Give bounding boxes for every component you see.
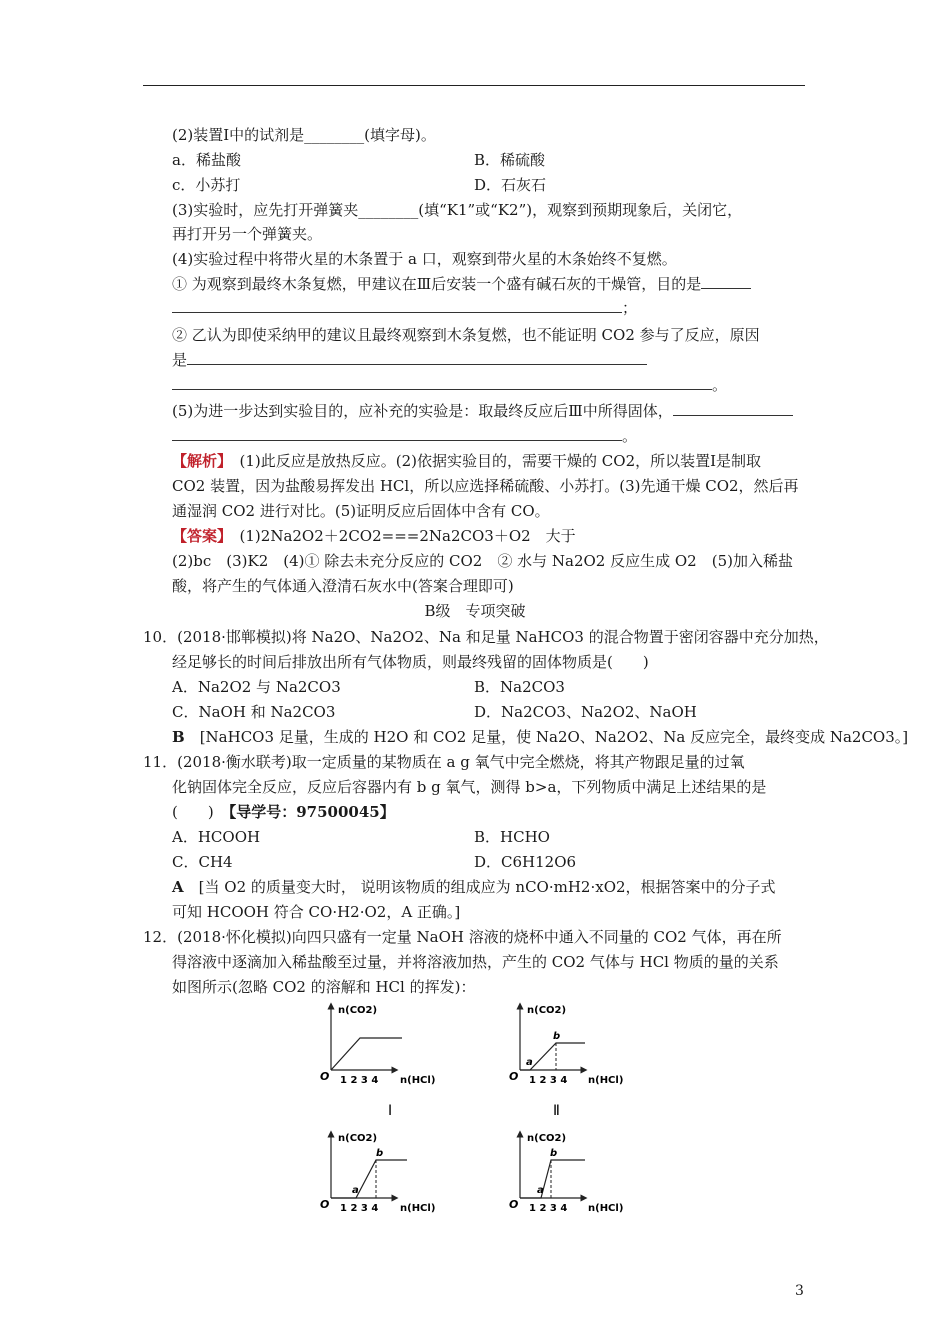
q9-analysis-line2: CO2 装置，因为盐酸易挥发出 HCl，所以应选择稀硫酸、小苏打。(3)先通干燥 CO2，然后再 (172, 477, 799, 495)
graph-1-caption: Ⅰ (388, 1103, 393, 1119)
graph-2-label-b: b (553, 1031, 561, 1042)
q9-analysis-line1 (172, 451, 761, 471)
q9-part4-sub1 (172, 274, 751, 294)
graph-3-ylabel: n(CO2) (338, 1133, 378, 1144)
q12-stem-line3: 如图所示(忽略 CO2 的溶解和 HCl 的挥发)： (172, 978, 476, 996)
graph-4-xlabel: n(HCl) (588, 1203, 624, 1213)
q9-part5 (172, 401, 793, 421)
graph-4-ticks: 1 2 3 4 (529, 1203, 568, 1213)
graph-2 (509, 1005, 623, 1119)
q9-part4-sub2-blank: 。 (172, 375, 727, 395)
graph-3 (320, 1133, 435, 1213)
q11-option-b: B．HCHO (474, 828, 550, 846)
q11-guide-number: 【导学号：97500045】 (228, 803, 395, 821)
q9-option-a: a．稀盐酸 (172, 151, 241, 169)
q9-part4-sub2-text: 是 (172, 351, 188, 369)
q10-stem-line1: 10．(2018·邯郸模拟)将 Na2O、Na2O2、Na 和足量 NaHCO3 的混合物置于密闭容器中充分加热， (143, 628, 829, 646)
graph-1-curve (331, 1038, 402, 1070)
q9-part4-sub1-text: ① 为观察到最终木条复燃，甲建议在Ⅲ后安装一个盛有碱石灰的干燥管，目的是 (172, 275, 702, 293)
q9-option-b: B．稀硫酸 (474, 151, 546, 169)
graph-1-ylabel: n(CO2) (338, 1005, 378, 1016)
q9-part4: (4)实验过程中将带火星的木条置于 a 口，观察到带火星的木条始终不复燃。 (172, 250, 677, 268)
q9-part4-sub2-line1: ② 乙认为即使采纳甲的建议且最终观察到木条复燃，也不能证明 CO2 参与了反应，原因 (172, 326, 760, 344)
q10-option-a: A．Na2O2 与 Na2CO3 (172, 678, 341, 696)
graph-3-origin: O (320, 1198, 330, 1211)
q9-answer-line2: (2)bc (3)K2 (4)① 除去未充分反应的 CO2 ② 水与 Na2O2 反应生成 O2 (5)加入稀盐 (172, 552, 793, 570)
graph-2-label-a: a (526, 1057, 533, 1068)
graph-4-origin: O (509, 1198, 519, 1211)
graph-4-label-b: b (550, 1148, 558, 1159)
graph-3-label-a: a (352, 1185, 359, 1196)
q11-blank: ( ) (172, 803, 214, 821)
q12-stem-line2: 得溶液中逐滴加入稀盐酸至过量，并将溶液加热，产生的 CO2 气体与 HCl 物质的量的关系 (172, 953, 779, 971)
graph-2-ylabel: n(CO2) (527, 1005, 567, 1016)
graph-2-origin: O (509, 1070, 519, 1083)
analysis-text-1: (1)此反应是放热反应。(2)依据实验目的，需要干燥的 CO2，所以装置Ⅰ是制取 (239, 452, 762, 470)
q11-option-c: C．CH4 (172, 853, 233, 871)
q11-answer: A (172, 878, 184, 896)
graph-2-xlabel: n(HCl) (588, 1075, 624, 1086)
q9-part4-sub1-blank: ； (172, 298, 637, 318)
q10-explanation: [NaHCO3 足量，生成的 H2O 和 CO2 足量，使 Na2O、Na2O2、Na 反应完全，最终变成 Na2CO3。] (199, 728, 909, 746)
q9-part2: (2)装置Ⅰ中的试剂是________(填字母)。 (172, 126, 436, 144)
q11-stem-line3 (172, 802, 395, 822)
graph-3-label-b: b (376, 1148, 384, 1159)
q10-answer: B (172, 728, 185, 746)
header-rule (143, 85, 805, 86)
q9-answer-line3: 酸，将产生的气体通入澄清石灰水中(答案合理即可) (172, 577, 514, 595)
q9-option-c: c．小苏打 (172, 176, 241, 194)
graph-2-ticks: 1 2 3 4 (529, 1075, 568, 1086)
q11-stem-line2: 化钠固体完全反应，反应后容器内有 b g 氧气，测得 b>a，下列物质中满足上述结果的是 (172, 778, 767, 796)
q10-option-b: B．Na2CO3 (474, 678, 565, 696)
q9-part4-sub2-line2 (172, 350, 647, 370)
q11-stem-line1: 11．(2018·衡水联考)取一定质量的某物质在 a g 氧气中完全燃烧，将其产物跟足量的过氧 (143, 753, 745, 771)
analysis-label: 【解析】 (172, 452, 225, 470)
q9-option-d: D．石灰石 (474, 176, 547, 194)
q11-explanation-1: [当 O2 的质量变大时， 说明该物质的组成应为 nCO·mH2·xO2，根据答案中的分子式 (198, 878, 776, 896)
q11-solution-line1 (172, 877, 776, 897)
q11-solution-line2: 可知 HCOOH 符合 CO·H2·O2，A 正确。] (172, 903, 461, 921)
q11-option-d: D．C6H12O6 (474, 853, 577, 871)
q10-option-d: D．Na2CO3、Na2O2、NaOH (474, 703, 697, 721)
answer-text-1: (1)2Na2O2＋2CO2===2Na2CO3＋O2 大于 (239, 527, 576, 545)
graph-4-curve (520, 1160, 585, 1198)
q9-analysis-line3: 通湿润 CO2 进行对比。(5)证明反应后固体中含有 CO。 (172, 502, 550, 520)
graph-4-ylabel: n(CO2) (527, 1133, 567, 1144)
q9-answer-line1 (172, 526, 576, 546)
graph-1 (320, 1005, 435, 1119)
graph-3-xlabel: n(HCl) (400, 1203, 436, 1213)
q9-part3-line1: (3)实验时，应先打开弹簧夹________(填“K1”或“K2”)，观察到预期现象后，关闭它， (172, 201, 743, 219)
answer-label: 【答案】 (172, 527, 225, 545)
q9-part3-line2: 再打开另一个弹簧夹。 (172, 225, 323, 243)
q12-stem-line1: 12．(2018·怀化模拟)向四只盛有一定量 NaOH 溶液的烧杯中通入不同量的 CO2 气体，再在所 (143, 928, 782, 946)
graph-3-ticks: 1 2 3 4 (340, 1203, 379, 1213)
graph-3-curve (331, 1160, 407, 1198)
section-title: B级 专项突破 (424, 602, 526, 620)
q11-option-a: A．HCOOH (172, 828, 261, 846)
page-number: 3 (795, 1283, 804, 1299)
graph-1-xlabel: n(HCl) (400, 1075, 436, 1086)
q9-part5-text: (5)为进一步达到实验目的，应补充的实验是：取最终反应后Ⅲ中所得固体， (172, 402, 673, 420)
q10-stem-line2: 经足够长的时间后排放出所有气体物质，则最终残留的固体物质是( ) (172, 653, 649, 671)
q10-solution (172, 727, 908, 747)
graph-1-ticks: 1 2 3 4 (340, 1075, 379, 1086)
graph-1-origin: O (320, 1070, 330, 1083)
graph-4 (509, 1133, 623, 1213)
graphs-figure (310, 998, 650, 1213)
graph-4-label-a: a (537, 1185, 544, 1196)
q10-option-c: C．NaOH 和 Na2CO3 (172, 703, 336, 721)
q9-part5-blank: 。 (172, 426, 637, 446)
graph-2-caption: Ⅱ (553, 1103, 560, 1119)
